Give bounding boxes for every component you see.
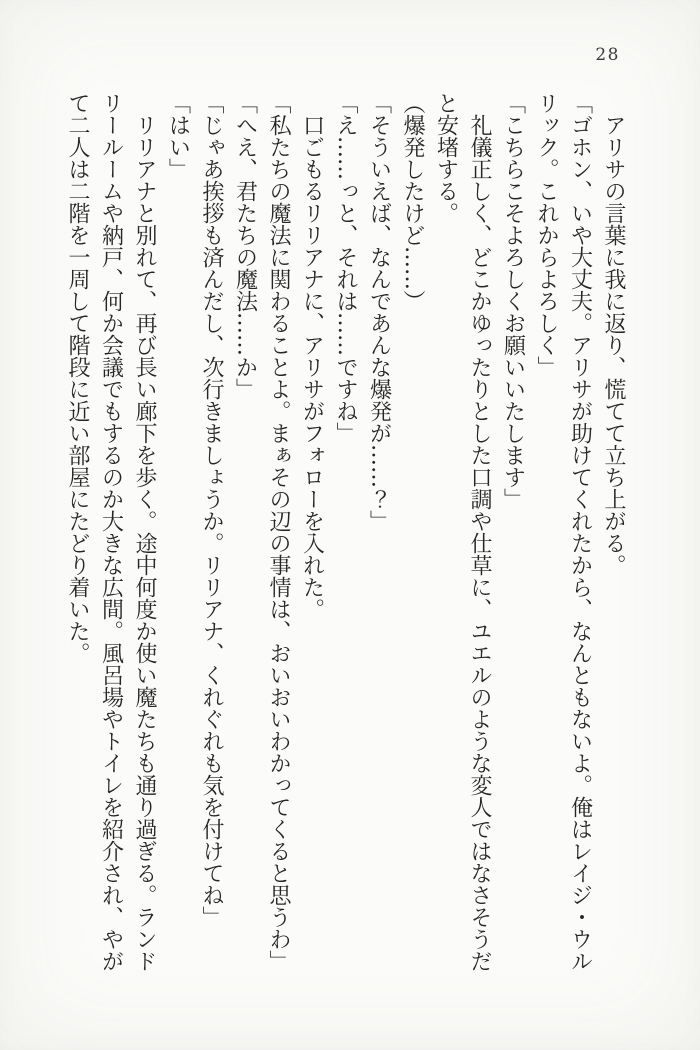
paragraph: 「え……っと、それは……ですね」 [333, 92, 358, 444]
paragraph: リリアナと別れて、再び長い廊下を歩く。途中何度か使い魔たちも通り過ぎる。ランドリールームや納戸、何か会議でもするのか大きな広間。風呂場やトイレを紹介され、やがて二人は二階を一周して階段に近い部屋にたどり着いた。 [65, 92, 157, 972]
paragraph: 「そういえば、なんであんな爆発が……？」 [366, 92, 392, 532]
paragraph: 口ごもるリリアナに、アリサがフォローを入れた。 [299, 114, 325, 620]
text-block [61, 92, 631, 976]
paragraph: 「へえ、君たちの魔法……か」 [232, 92, 258, 400]
paragraph: 「私たちの魔法に関わることよ。まぁその辺の事情は、おいおいわかってくると思うわ」 [266, 92, 291, 972]
paragraph: 「じゃあ挨拶も済んだし、次行きましょうか。リリアナ、くれぐれも気を付けてね」 [199, 92, 224, 928]
paragraph: 礼儀正しく、どこかゆったりとした口調や仕草に、ユエルのような変人ではなさそうだと安堵する。 [433, 92, 492, 972]
paragraph: アリサの言葉に我に返り、慌てて立ち上がる。 [601, 114, 626, 576]
paragraph: 「こちらこそよろしくお願いいたします」 [500, 92, 526, 510]
paragraph: （爆発したけど……） [400, 92, 425, 312]
paragraph: 「ゴホン、いや大丈夫。アリサが助けてくれたから、なんともないよ。俺はレイジ・ウルリック。これからよろしく」 [534, 92, 593, 972]
page-number: 28 [595, 45, 620, 65]
paragraph: 「はい」 [165, 92, 191, 180]
